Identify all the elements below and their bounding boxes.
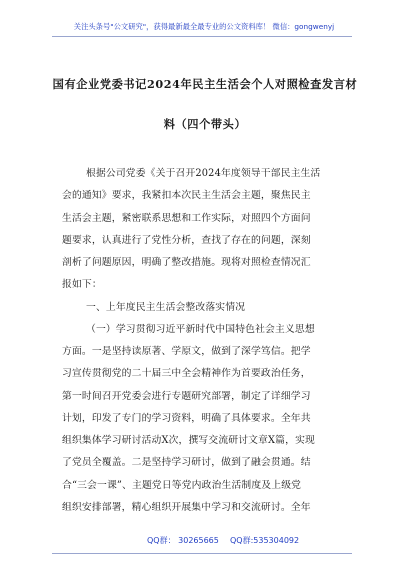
document-title-line-2: 料（四个带头） (163, 117, 247, 131)
footer (0, 535, 408, 549)
header-divider (52, 36, 352, 37)
section-heading: 一、上年度民主生活会整改落实情况 (86, 302, 246, 313)
footer-divider (52, 553, 352, 554)
body-line: 会的通知》要求，我紧扣本次民主生活会主题，聚焦民主 (62, 190, 311, 201)
footer-qq-group-1: QQ群： 30265665 (147, 536, 219, 545)
body-line: 报如下： (62, 279, 102, 290)
body-line: 组织集体学习研讨活动X次，撰写交流研讨文章X篇，实现 (62, 435, 315, 446)
subsection-heading: （一）学习贯彻习近平新时代中国特色社会主义思想 (86, 324, 315, 335)
body-line: 第一时间召开党委会进行专题研究部署，制定了详细学习 (62, 391, 311, 402)
body-line: 根据公司党委《关于召开2024年度领导干部民主生活 (86, 168, 321, 179)
body-line: 方面。一是坚持读原著、学原文，做到了深学笃信。把学 (62, 346, 311, 357)
body-line: 合“三会一课”、主题党日等党内政治生活制度及上级党 (62, 480, 302, 491)
document-title-line-1: 国有企业党委书记2024年民主生活会个人对照检查发言材 (52, 77, 358, 91)
body-line: 生活会主题，紧密联系思想和工作实际，对照四个方面问 (62, 213, 311, 224)
body-line: 了党员全覆盖。二是坚持学习研讨，做到了融会贯通。结 (62, 457, 311, 468)
body-line: 题要求，认真进行了党性分析，查找了存在的问题，深刻 (62, 235, 311, 246)
header-banner: 关注头条号"公文研究"，获得最新最全最专业的公文资料库！ 微信：gongwenyj (73, 22, 335, 31)
body-line: 习宣传贯彻党的二十届三中全会精神作为首要政治任务， (62, 368, 311, 379)
footer-qq-group-2: QQ群:535304092 (230, 536, 300, 545)
body-line: 剖析了问题原因，明确了整改措施。现将对照检查情况汇 (62, 257, 311, 268)
body-line: 组织安排部署，精心组织开展集中学习和交流研讨。全年 (62, 502, 311, 513)
body-line: 计划，印发了专门的学习资料，明确了具体要求。全年共 (62, 413, 311, 424)
